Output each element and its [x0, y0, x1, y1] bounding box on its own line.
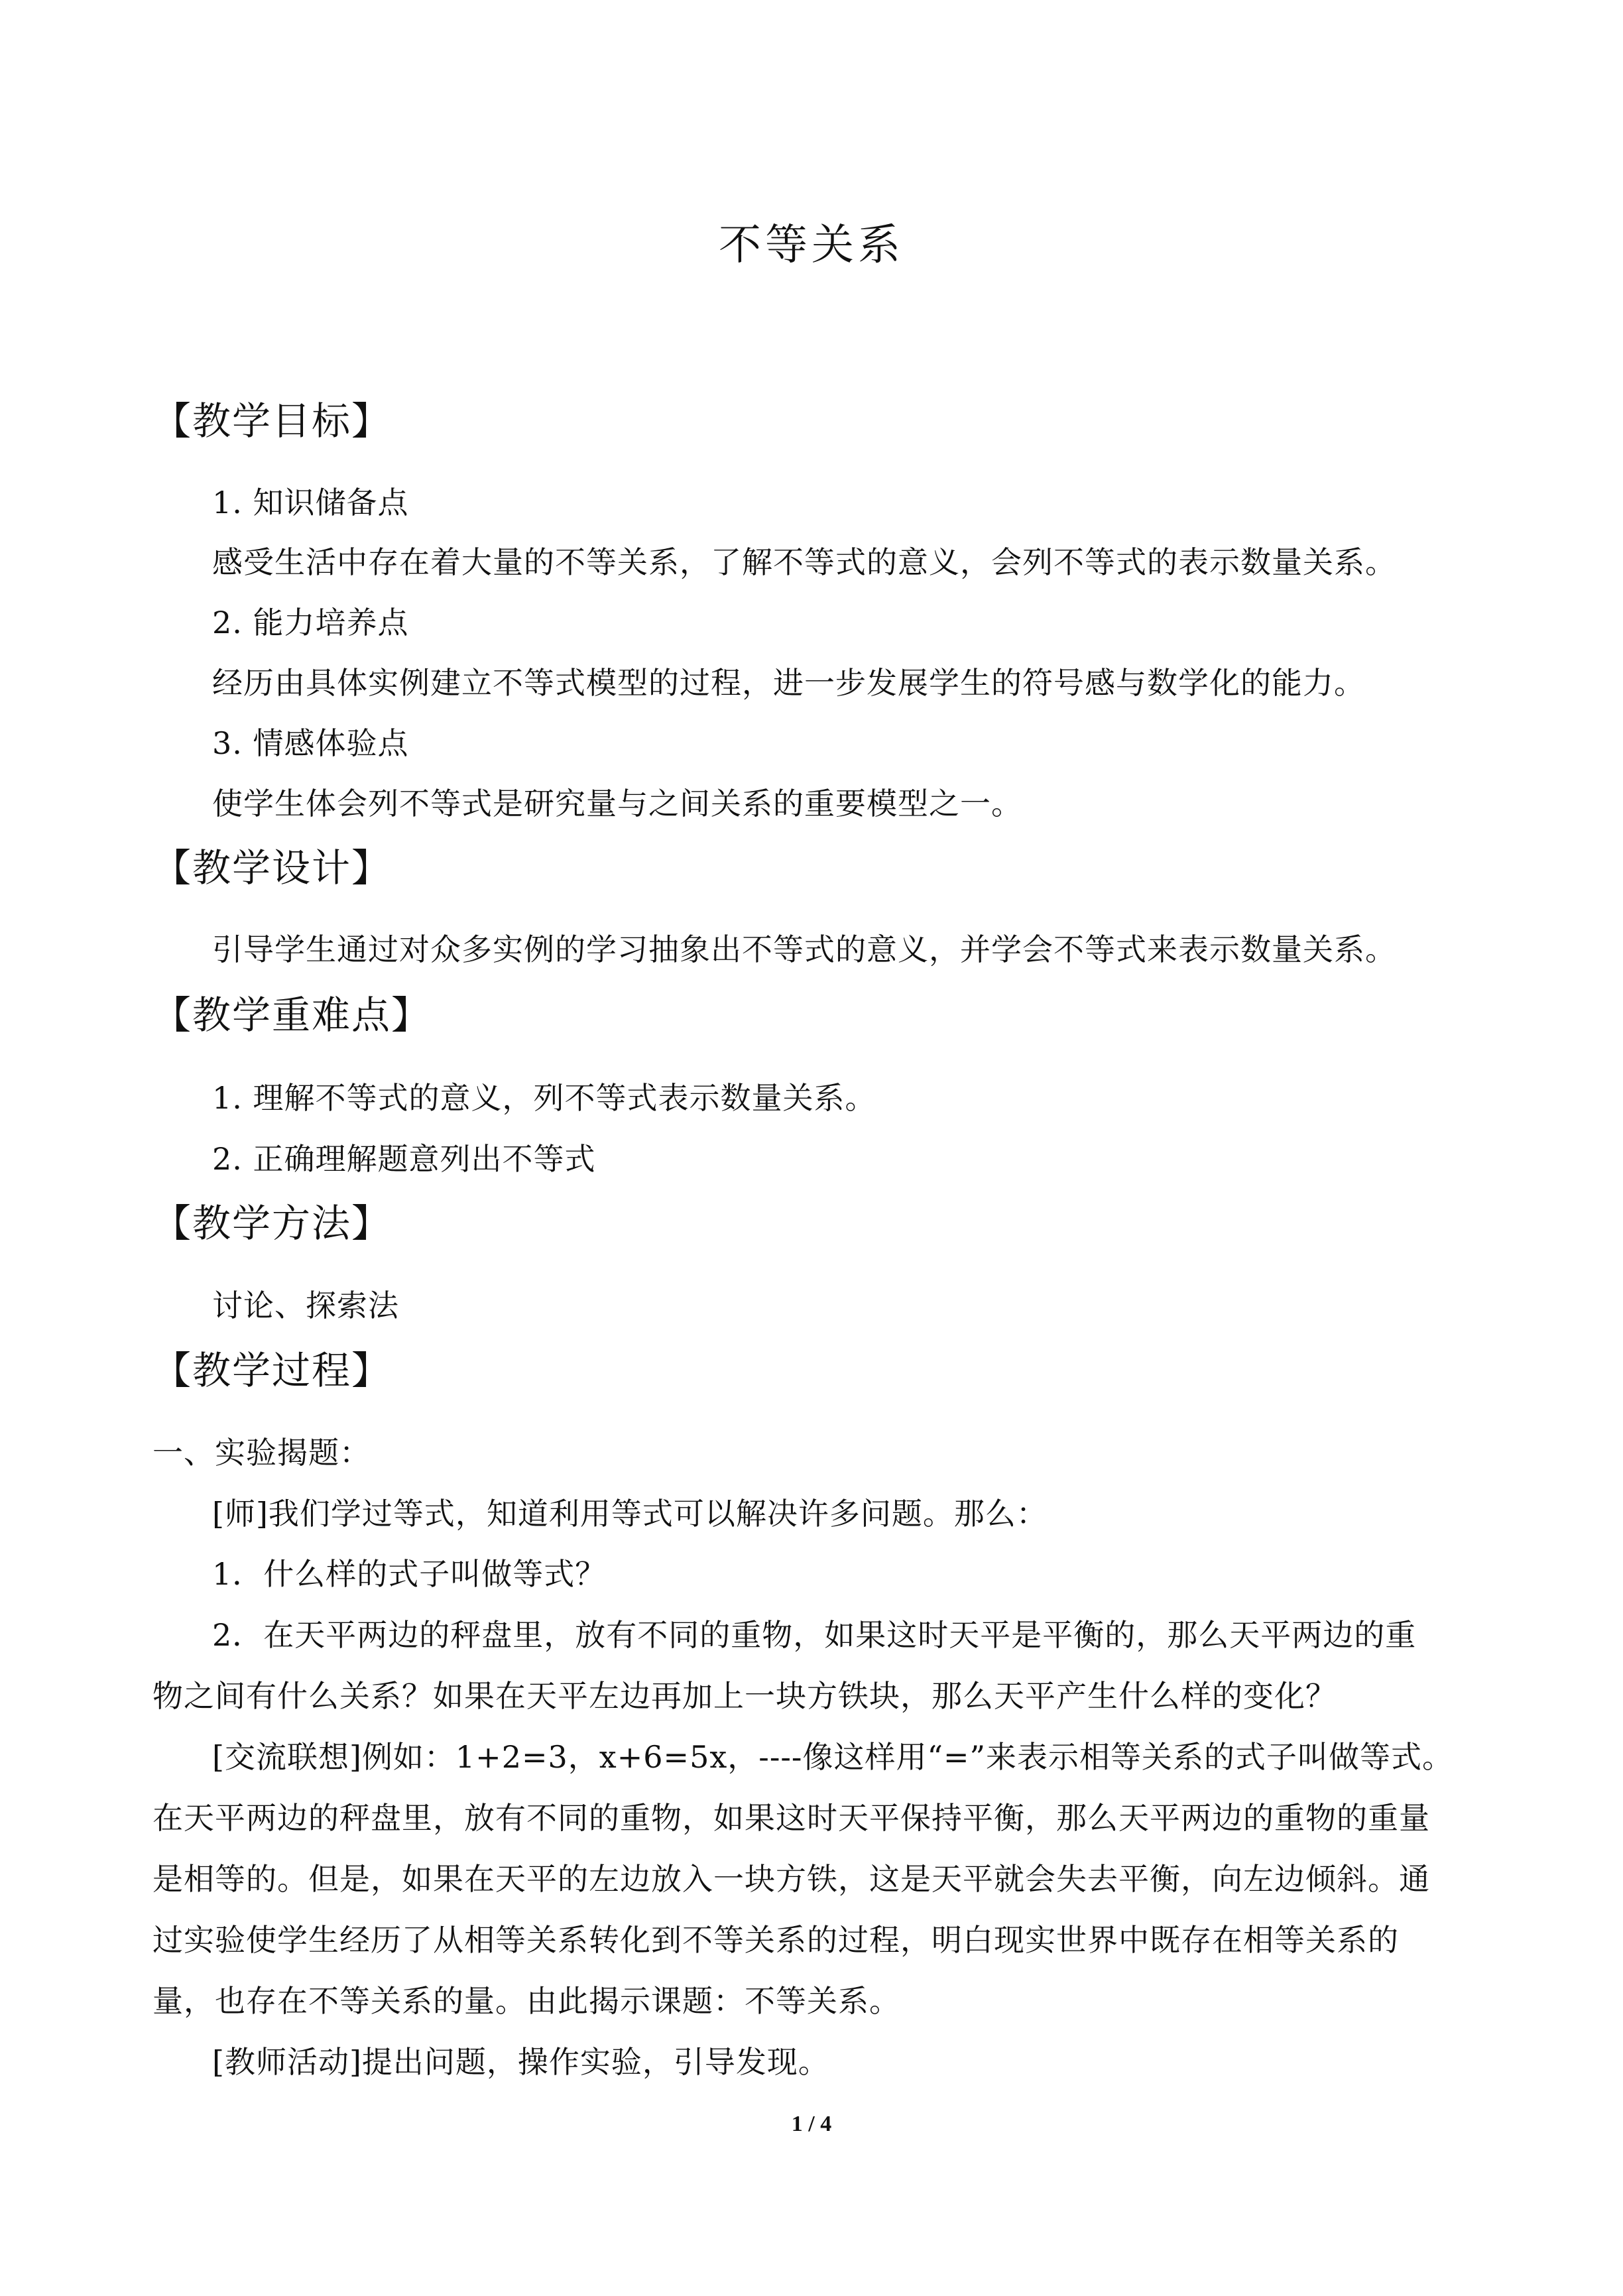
- process-question-2-line1: 2．在天平两边的秤盘里，放有不同的重物，如果这时天平是平衡的，那么天平两边的重: [212, 1617, 1417, 1653]
- objectives-item1-text: 感受生活中存在着大量的不等关系，了解不等式的意义，会列不等式的表示数量关系。: [212, 544, 1396, 580]
- process-teacher-activity: [教师活动]提出问题，操作实验，引导发现。: [212, 2044, 829, 2080]
- design-text: 引导学生通过对众多实例的学习抽象出不等式的意义，并学会不等式来表示数量关系。: [212, 932, 1396, 967]
- objectives-item2-text: 经历由具体实例建立不等式模型的过程，进一步发展学生的符号感与数学化的能力。: [212, 665, 1365, 701]
- process-exchange-line4: 过实验使学生经历了从相等关系转化到不等关系的过程，明白现实世界中既存在相等关系的: [152, 1922, 1399, 1958]
- key-points-item2: 2. 正确理解题意列出不等式: [212, 1141, 596, 1177]
- process-part1-title: 一、实验揭题：: [152, 1435, 371, 1471]
- process-exchange-line5: 量，也存在不等关系的量。由此揭示课题：不等关系。: [152, 1983, 900, 2019]
- page-title: 不等关系: [719, 221, 904, 270]
- method-heading: 【教学方法】: [152, 1201, 392, 1246]
- method-text: 讨论、探索法: [212, 1288, 399, 1323]
- objectives-item2-label: 2. 能力培养点: [212, 605, 409, 640]
- process-question-1: 1．什么样的式子叫做等式？: [212, 1556, 607, 1592]
- objectives-item1-label: 1. 知识储备点: [212, 485, 409, 520]
- objectives-item3-label: 3. 情感体验点: [212, 725, 409, 761]
- objectives-item3-text: 使学生体会列不等式是研究量与之间关系的重要模型之一。: [212, 786, 1022, 821]
- objectives-heading: 【教学目标】: [152, 398, 392, 444]
- process-teacher-intro: [师]我们学过等式，知道利用等式可以解决许多问题。那么：: [212, 1496, 1048, 1532]
- process-question-2-line2: 物之间有什么关系？如果在天平左边再加上一块方铁块，那么天平产生什么样的变化？: [152, 1678, 1337, 1714]
- page-number: 1 / 4: [791, 2112, 832, 2136]
- process-exchange-line2: 在天平两边的秤盘里，放有不同的重物，如果这时天平保持平衡，那么天平两边的重物的重量: [152, 1800, 1430, 1836]
- key-points-item1: 1. 理解不等式的意义，列不等式表示数量关系。: [212, 1080, 876, 1116]
- key-points-heading: 【教学重难点】: [152, 993, 432, 1038]
- process-exchange-line1: [交流联想]例如：1+2=3，x+6=5x，----像这样用“=”来表示相等关系的式子叫做等式。: [212, 1739, 1454, 1775]
- process-exchange-line3: 是相等的。但是，如果在天平的左边放入一块方铁，这是天平就会失去平衡，向左边倾斜。通: [152, 1861, 1430, 1897]
- process-heading: 【教学过程】: [152, 1348, 392, 1393]
- design-heading: 【教学设计】: [152, 845, 392, 890]
